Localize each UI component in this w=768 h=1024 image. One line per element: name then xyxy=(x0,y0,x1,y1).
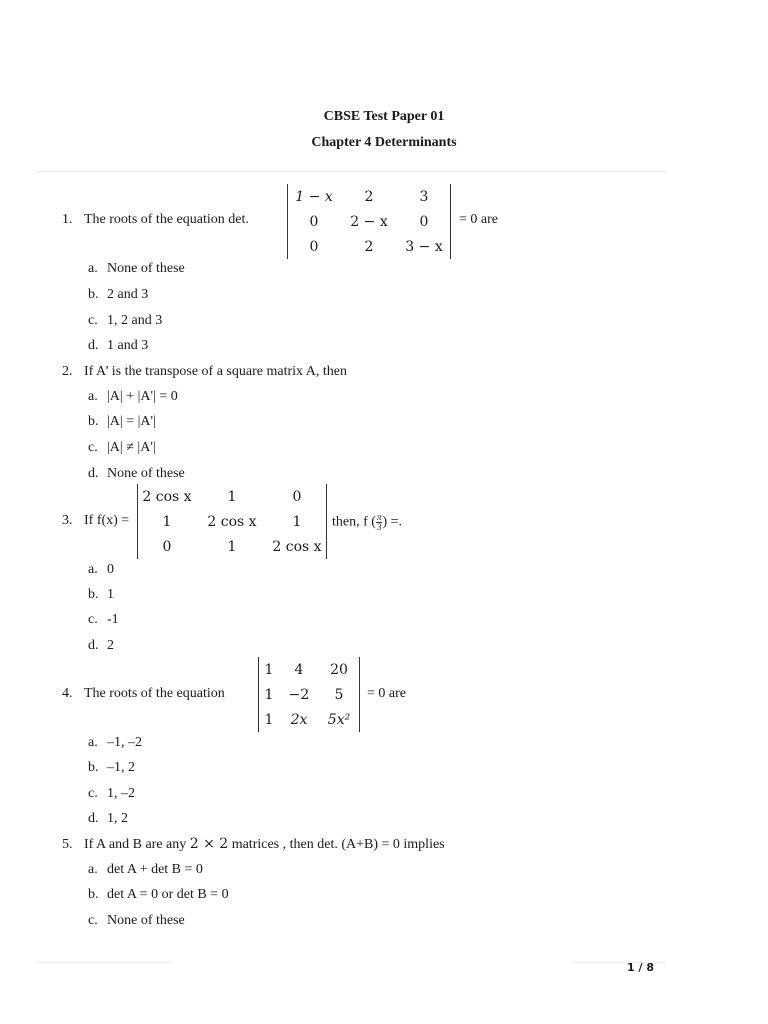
matrix-cell: 0 xyxy=(309,238,319,255)
option-text: None of these xyxy=(107,466,185,481)
matrix-cell: 2 cos x xyxy=(207,513,257,530)
option-label: c. xyxy=(88,612,98,627)
suffix-text: ) =. xyxy=(382,514,403,530)
question-1-suffix: = 0 are xyxy=(459,212,498,227)
page-number: 1 / 8 xyxy=(627,961,654,974)
option-text: |A| ≠ |A'| xyxy=(107,440,156,455)
option-text: None of these xyxy=(107,913,185,928)
matrix-cell: 2 − x xyxy=(350,213,388,230)
header-divider xyxy=(36,171,666,172)
option-text: 1, 2 and 3 xyxy=(107,313,163,328)
option-label: c. xyxy=(88,786,98,801)
question-4-suffix: = 0 are xyxy=(367,686,406,701)
option-q4-d xyxy=(88,811,128,827)
question-number: 5. xyxy=(62,837,73,852)
option-text: 2 xyxy=(107,638,114,653)
matrix-cell: 2x xyxy=(290,711,308,728)
matrix-cell: 3 − x xyxy=(405,238,443,255)
option-q4-b xyxy=(88,760,135,776)
option-label: a. xyxy=(88,389,98,404)
question-text: If A’ is the transpose of a square matrix A, then xyxy=(84,364,347,379)
page-title: CBSE Test Paper 01 xyxy=(323,109,445,124)
matrix-cell: −2 xyxy=(288,686,310,703)
matrix-cell: 1 xyxy=(292,513,302,530)
fraction-denominator: 3 xyxy=(376,522,382,532)
question-number: 3. xyxy=(62,513,73,528)
option-text: None of these xyxy=(107,261,185,276)
option-q3-a xyxy=(88,562,114,578)
option-text: |A| + |A'| = 0 xyxy=(107,389,178,404)
matrix-cell: 2 xyxy=(364,238,374,255)
suffix-text: then, f ( xyxy=(332,514,376,530)
option-q5-c xyxy=(88,913,185,929)
determinant-q1 xyxy=(287,184,451,259)
question-text: matrices , then det. (A+B) = 0 implies xyxy=(231,837,445,852)
matrix-cell: 1 xyxy=(264,686,274,703)
inline-math: 2 × 2 xyxy=(189,836,229,852)
option-label: b. xyxy=(88,760,99,775)
fraction-numerator: π xyxy=(376,512,382,522)
option-text: 1 and 3 xyxy=(107,338,149,353)
option-label: b. xyxy=(88,587,99,602)
matrix-cell: 2 xyxy=(364,188,374,205)
question-5 xyxy=(62,836,445,853)
matrix-cell: 1 xyxy=(162,513,172,530)
option-q2-b xyxy=(88,414,156,430)
option-label: a. xyxy=(88,735,98,750)
matrix-cell: 5 xyxy=(334,686,344,703)
question-1 xyxy=(62,212,249,228)
option-text: det A + det B = 0 xyxy=(107,862,203,877)
option-q3-d xyxy=(88,638,114,654)
matrix-cell: 4 xyxy=(294,661,304,678)
option-q5-b xyxy=(88,887,229,903)
matrix-cell: 0 xyxy=(162,538,172,555)
option-label: a. xyxy=(88,562,98,577)
matrix-cell: 2 cos x xyxy=(272,538,322,555)
matrix-cell: 1 xyxy=(227,538,237,555)
option-label: d. xyxy=(88,811,99,826)
matrix-cell: 0 xyxy=(292,488,302,505)
option-text: –1, –2 xyxy=(107,735,142,750)
option-q3-b xyxy=(88,587,114,603)
question-text: The roots of the equation det. xyxy=(84,212,249,227)
option-q1-b xyxy=(88,287,148,303)
option-q1-d xyxy=(88,338,148,354)
question-text: If f(x) = xyxy=(84,513,130,528)
option-label: c. xyxy=(88,440,98,455)
option-text: |A| = |A'| xyxy=(107,414,156,429)
determinant-q3 xyxy=(137,484,327,559)
option-q2-d xyxy=(88,466,185,482)
determinant-q4 xyxy=(258,657,360,732)
footer-divider-left xyxy=(36,962,172,963)
matrix-cell: 3 xyxy=(419,188,429,205)
question-3 xyxy=(62,513,129,529)
option-text: det A = 0 or det B = 0 xyxy=(107,887,229,902)
matrix-cell: 1 xyxy=(227,488,237,505)
option-label: d. xyxy=(88,338,99,353)
chapter-title: Chapter 4 Determinants xyxy=(311,135,457,150)
option-text: 2 and 3 xyxy=(107,287,149,302)
option-text: –1, 2 xyxy=(107,760,135,775)
option-q1-a xyxy=(88,261,185,277)
matrix-cell: 0 xyxy=(419,213,429,230)
option-label: a. xyxy=(88,261,98,276)
option-label: b. xyxy=(88,287,99,302)
option-label: d. xyxy=(88,638,99,653)
option-q1-c xyxy=(88,313,162,329)
question-4 xyxy=(62,686,225,702)
question-text: If A and B are any xyxy=(84,837,187,852)
option-text: 1, 2 xyxy=(107,811,128,826)
option-text: 1 xyxy=(107,587,114,602)
option-text: 1, –2 xyxy=(107,786,135,801)
question-2 xyxy=(62,364,347,380)
matrix-cell: 0 xyxy=(309,213,319,230)
option-q5-a xyxy=(88,862,203,878)
option-text: 0 xyxy=(107,562,114,577)
option-label: b. xyxy=(88,414,99,429)
option-label: c. xyxy=(88,913,98,928)
question-number: 2. xyxy=(62,364,73,379)
option-q2-c xyxy=(88,440,156,456)
matrix-cell: 20 xyxy=(330,661,348,678)
option-label: a. xyxy=(88,862,98,877)
question-3-suffix xyxy=(332,513,402,532)
option-q4-a xyxy=(88,735,142,751)
option-label: d. xyxy=(88,466,99,481)
matrix-cell: 1 − x xyxy=(295,188,333,205)
question-number: 1. xyxy=(62,212,73,227)
question-text: The roots of the equation xyxy=(84,686,225,701)
option-label: c. xyxy=(88,313,98,328)
option-q3-c xyxy=(88,612,119,628)
matrix-cell: 1 xyxy=(264,661,274,678)
option-label: b. xyxy=(88,887,99,902)
question-number: 4. xyxy=(62,686,73,701)
option-q4-c xyxy=(88,786,135,802)
matrix-cell: 5x² xyxy=(327,711,351,728)
matrix-cell: 1 xyxy=(264,711,274,728)
option-q2-a xyxy=(88,389,178,405)
matrix-cell: 2 cos x xyxy=(142,488,192,505)
option-text: -1 xyxy=(107,612,119,627)
